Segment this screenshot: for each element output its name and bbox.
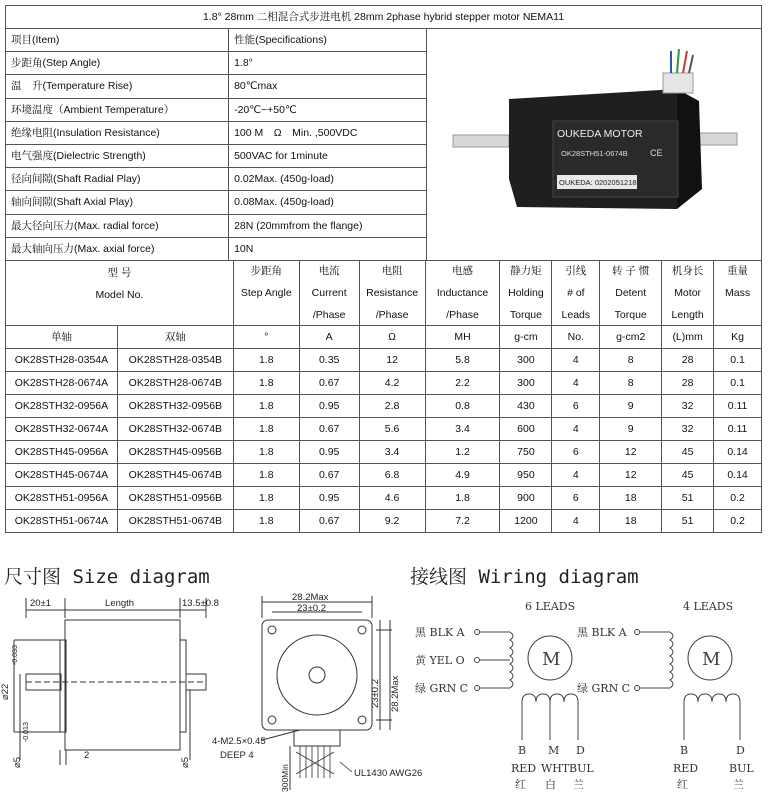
color-red-4: RED [673,762,699,775]
model-header-cn: 型 号 [107,267,132,279]
table-cell: 1200 [500,510,552,533]
table-cell: 0.67 [299,372,359,395]
spec-value: 1.8° [229,52,427,75]
col-header: 步距角 Step Angle [233,261,299,326]
table-cell: 1.8 [233,487,299,510]
table-cell: 1.8 [425,487,500,510]
table-cell: 6 [552,441,600,464]
table-cell: 8 [600,349,662,372]
table-cell: 7.2 [425,510,500,533]
table-cell: 0.2 [714,510,762,533]
spec-value: 0.08Max. (450g-load) [229,191,427,214]
motor-m-6: M [542,649,561,670]
table-cell: 430 [500,395,552,418]
model-double: OK28STH28-0354B [117,349,233,372]
spec-item: 环境温度（Ambient Temperature） [6,98,229,121]
motor-brand: OUKEDA MOTOR [556,128,643,140]
spec-table [5,5,762,261]
col-header: 机身长 Motor Length [662,261,714,326]
model-single: OK28STH28-0674A [6,372,118,395]
table-cell: 1.2 [425,441,500,464]
single-shaft-label: 单轴 [6,326,118,349]
term-b: B [518,744,527,757]
unit-cell: ° [233,326,299,349]
dim-wire-spec: UL1430 AWG26 [354,768,423,779]
table-cell: 3.4 [425,418,500,441]
model-single: OK28STH32-0674A [6,418,118,441]
table-cell: 300 [500,349,552,372]
wiring-diagram-title: 接线图 Wiring diagram [410,566,639,588]
table-cell: 12 [600,441,662,464]
spec-value: 性能(Specifications) [229,29,427,52]
color-bul-4-cn: 兰 [733,778,744,791]
table-row [6,464,762,487]
table-row [6,349,762,372]
table-cell: 0.1 [714,349,762,372]
table-cell: 750 [500,441,552,464]
table-cell: 4 [552,418,600,441]
model-single: OK28STH45-0674A [6,464,118,487]
color-red-cn: 红 [515,778,526,791]
table-cell: 45 [662,464,714,487]
model-double: OK28STH32-0956B [117,395,233,418]
table-cell: 5.6 [359,418,425,441]
model-single: OK28STH51-0956A [6,487,118,510]
motor-model-label: OK28STH51-0674B [560,149,628,158]
size-diagram-title: 尺寸图 Size diagram [4,566,210,588]
six-leads-label: 6 LEADS [525,600,576,613]
unit-cell: No. [552,326,600,349]
spec-item: 轴向间隙(Shaft Axial Play) [6,191,229,214]
table-cell: 12 [359,349,425,372]
spec-row [6,29,762,52]
ce-mark: CE [649,148,663,158]
color-red: RED [511,762,537,775]
spec-value: 28N (20mmfrom the flange) [229,214,427,237]
col-header: 静力矩 Holding Torque [500,261,552,326]
table-cell: 0.1 [714,372,762,395]
table-cell: 950 [500,464,552,487]
model-double: OK28STH45-0956B [117,441,233,464]
wire-blk-4: 黑 BLK A [577,626,627,639]
table-cell: 1.8 [233,418,299,441]
table-cell: 4 [552,510,600,533]
table-cell: 0.95 [299,395,359,418]
table-cell: 6 [552,395,600,418]
color-bul: BUL [569,762,594,775]
dim-deep: DEEP 4 [220,750,254,761]
table-row [6,372,762,395]
unit-cell: (L)mm [662,326,714,349]
spec-item: 绝缘电阻(Insulation Resistance) [6,121,229,144]
table-cell: 0.11 [714,418,762,441]
table-row [6,395,762,418]
spec-item: 径向间隙(Shaft Radial Play) [6,168,229,191]
dim-boss-dia: ⌀22 [0,683,11,700]
table-cell: 0.95 [299,487,359,510]
table-cell: 0.2 [714,487,762,510]
table-cell: 4.2 [359,372,425,395]
table-cell: 8 [600,372,662,395]
table-cell: 900 [500,487,552,510]
motor-photo [426,29,761,261]
table-cell: 1.8 [233,510,299,533]
spec-item: 步距角(Step Angle) [6,52,229,75]
table-row [6,441,762,464]
model-single: OK28STH45-0956A [6,441,118,464]
table-cell: 6.8 [359,464,425,487]
table-cell: 0.67 [299,510,359,533]
col-header: 电阻 Resistance /Phase [359,261,425,326]
motor-serial: OUKEDA: 0202051218 [558,178,637,187]
table-cell: 32 [662,418,714,441]
table-cell: 0.95 [299,441,359,464]
term-m: M [548,744,560,757]
term-d-4: D [736,744,745,757]
spec-value: 80℃max [229,75,427,98]
model-single: OK28STH32-0956A [6,395,118,418]
col-header: 电感 Inductance /Phase [425,261,500,326]
table-cell: 32 [662,395,714,418]
table-cell: 0.67 [299,464,359,487]
dim-boss-tol: -0.033 [12,645,19,665]
wire-yel: 黄 YEL O [415,654,465,667]
table-cell: 1.8 [233,372,299,395]
color-red-4-cn: 红 [677,778,688,791]
unit-cell: A [299,326,359,349]
spec-value: 500VAC for 1minute [229,144,427,167]
unit-cell: Kg [714,326,762,349]
spec-item: 温 升(Temperature Rise) [6,75,229,98]
table-cell: 0.14 [714,464,762,487]
table-cell: 1.8 [233,395,299,418]
spec-sheet [5,5,762,533]
spec-item: 电气强度(Dielectric Strength) [6,144,229,167]
dim-length: Length [105,598,135,609]
color-wht-cn: 白 [545,778,556,791]
spec-item: 项目(Item) [6,29,229,52]
col-header: 引线 # of Leads [552,261,600,326]
col-header: 重量 Mass [714,261,762,326]
spec-value: 100 M Ω Min. ,500VDC [229,121,427,144]
table-cell: 4 [552,464,600,487]
dim-front-width: 28.2Max [292,592,329,603]
dim-shaft-length: 20±1 [30,598,52,609]
table-cell: 9.2 [359,510,425,533]
page-title: 1.8° 28mm 二相混合式步进电机 28mm 2phase hybrid stepper motor NEMA11 [6,6,762,29]
unit-cell: MH [425,326,500,349]
dim-two: 2 [84,750,90,761]
dim-rear-dia: ⌀5 [180,756,191,768]
table-cell: 28 [662,349,714,372]
col-header: 电流 Current /Phase [299,261,359,326]
double-shaft-label: 双轴 [117,326,233,349]
stepper-motor-image [427,29,761,257]
table-cell: 12 [600,464,662,487]
table-cell: 45 [662,441,714,464]
dim-rear-shaft: 13.5±0.8 [182,598,219,609]
spec-value: -20℃~+50℃ [229,98,427,121]
model-single: OK28STH51-0674A [6,510,118,533]
col-header: 转 子 惯 Detent Torque [600,261,662,326]
model-header-en: Model No. [95,289,144,301]
model-table [5,260,762,533]
table-cell: 5.8 [425,349,500,372]
table-cell: 0.35 [299,349,359,372]
table-cell: 4.6 [359,487,425,510]
table-cell: 9 [600,418,662,441]
table-cell: 3.4 [359,441,425,464]
unit-cell: Ω [359,326,425,349]
model-double: OK28STH45-0674B [117,464,233,487]
table-cell: 0.8 [425,395,500,418]
spec-value: 0.02Max. (450g-load) [229,168,427,191]
dim-lead-length: 300Min [280,764,290,792]
dim-shaft-tol: -0.013 [23,722,30,742]
table-cell: 6 [552,487,600,510]
dim-hole-spacing: 23±0.2 [297,603,326,614]
table-row [6,418,762,441]
motor-m-4: M [702,649,721,670]
header-row [6,261,762,326]
dim-thread: 4-M2.5×0.45 [212,736,266,747]
model-double: OK28STH51-0674B [117,510,233,533]
table-cell: 1.8 [233,441,299,464]
four-leads-label: 4 LEADS [683,600,734,613]
table-cell: 18 [600,510,662,533]
table-cell: 4.9 [425,464,500,487]
model-single: OK28STH28-0354A [6,349,118,372]
table-cell: 1.8 [233,349,299,372]
model-double: OK28STH28-0674B [117,372,233,395]
table-cell: 28 [662,372,714,395]
table-cell: 300 [500,372,552,395]
wiring-diagram [405,590,765,800]
table-row [6,510,762,533]
table-cell: 51 [662,487,714,510]
spec-item: 最大径向压力(Max. radial force) [6,214,229,237]
color-wht: WHT [541,762,570,775]
wire-grn-4: 绿 GRN C [577,682,631,695]
term-d: D [576,744,585,757]
unit-cell: g-cm [500,326,552,349]
size-diagram [0,590,423,800]
table-cell: 2.2 [425,372,500,395]
model-double: OK28STH51-0956B [117,487,233,510]
spec-value: 10N [229,237,427,260]
spec-item: 最大轴向压力(Max. axial force) [6,237,229,260]
dim-hole-spacing-v: 23±0.2 [370,679,381,708]
table-cell: 2.8 [359,395,425,418]
unit-cell: g-cm2 [600,326,662,349]
dim-front-height: 28.2Max [390,675,401,712]
color-bul-cn: 兰 [573,778,584,791]
table-cell: 4 [552,349,600,372]
model-double: OK28STH32-0674B [117,418,233,441]
table-cell: 51 [662,510,714,533]
wire-blk: 黑 BLK A [415,626,465,639]
table-cell: 18 [600,487,662,510]
wire-grn: 绿 GRN C [415,682,469,695]
color-bul-4: BUL [729,762,754,775]
table-cell: 0.14 [714,441,762,464]
dim-shaft-dia: ⌀5 [12,756,23,768]
table-cell: 600 [500,418,552,441]
unit-row [6,326,762,349]
table-cell: 9 [600,395,662,418]
table-cell: 1.8 [233,464,299,487]
table-cell: 0.67 [299,418,359,441]
table-row [6,487,762,510]
term-b-4: B [680,744,689,757]
table-cell: 0.11 [714,395,762,418]
table-cell: 4 [552,372,600,395]
